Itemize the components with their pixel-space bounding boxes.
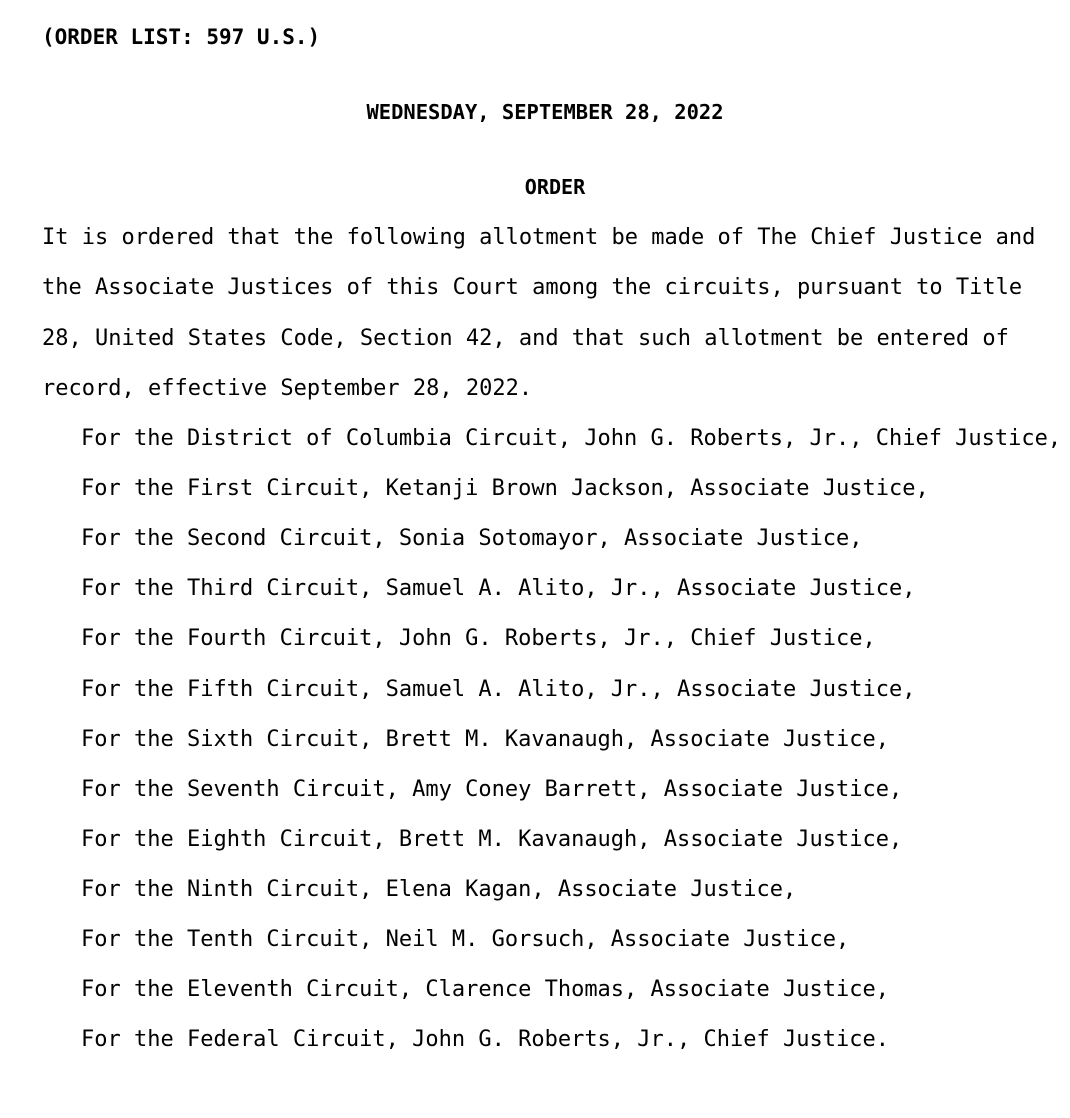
paragraph-line: record, effective September 28, 2022. [42, 376, 533, 401]
allotment-fourth-circuit: For the Fourth Circuit, John G. Roberts, Jr., Chief Justice, [81, 626, 876, 651]
order-title: ORDER [524, 175, 586, 199]
allotment-federal-circuit: For the Federal Circuit, John G. Roberts, Jr., Chief Justice. [81, 1027, 889, 1052]
allotment-tenth-circuit: For the Tenth Circuit, Neil M. Gorsuch, Associate Justice, [81, 927, 850, 952]
paragraph-line: the Associate Justices of this Court among the circuits, pursuant to Title [42, 275, 1023, 300]
allotment-eighth-circuit: For the Eighth Circuit, Brett M. Kavanaugh, Associate Justice, [81, 827, 903, 852]
allotment-ninth-circuit: For the Ninth Circuit, Elena Kagan, Associate Justice, [81, 877, 797, 902]
allotment-third-circuit: For the Third Circuit, Samuel A. Alito, Jr., Associate Justice, [81, 576, 916, 601]
allotment-sixth-circuit: For the Sixth Circuit, Brett M. Kavanaugh, Associate Justice, [81, 727, 889, 752]
allotment-first-circuit: For the First Circuit, Ketanji Brown Jackson, Associate Justice, [81, 476, 929, 501]
order-list-heading: (ORDER LIST: 597 U.S.) [42, 25, 321, 49]
allotment-district-of-columbia: For the District of Columbia Circuit, John G. Roberts, Jr., Chief Justice, [81, 426, 1062, 451]
paragraph-line: 28, United States Code, Section 42, and that such allotment be entered of [42, 326, 1009, 351]
allotment-seventh-circuit: For the Seventh Circuit, Amy Coney Barrett, Associate Justice, [81, 777, 903, 802]
paragraph-line: It is ordered that the following allotment be made of The Chief Justice and [42, 225, 1036, 250]
allotment-fifth-circuit: For the Fifth Circuit, Samuel A. Alito, Jr., Associate Justice, [81, 677, 916, 702]
allotment-eleventh-circuit: For the Eleventh Circuit, Clarence Thomas, Associate Justice, [81, 977, 889, 1002]
allotment-second-circuit: For the Second Circuit, Sonia Sotomayor, Associate Justice, [81, 526, 863, 551]
order-date: WEDNESDAY, SEPTEMBER 28, 2022 [366, 100, 724, 124]
